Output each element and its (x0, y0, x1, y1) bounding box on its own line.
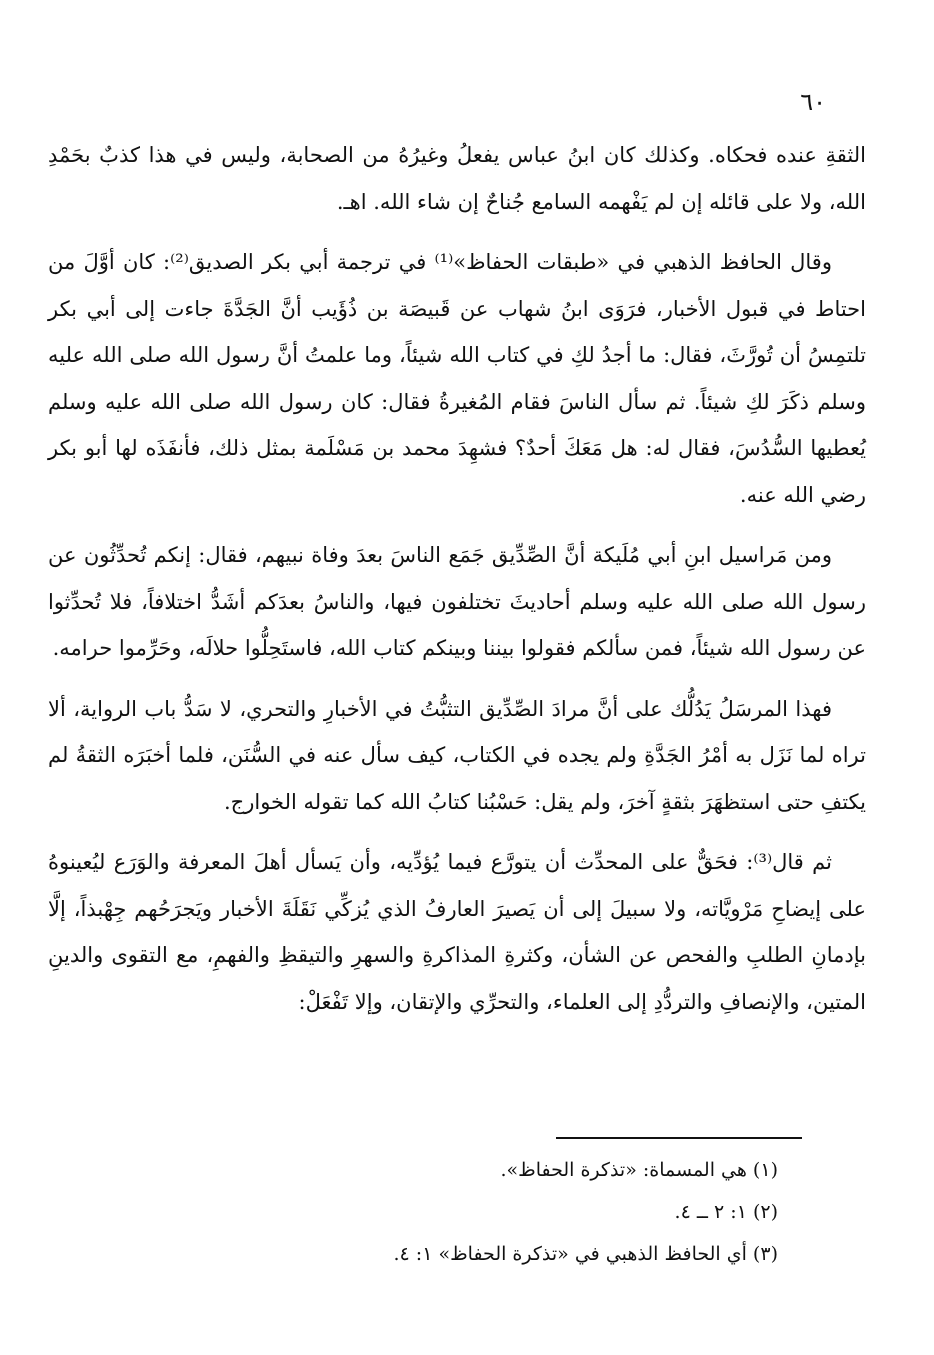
paragraph: وقال الحافظ الذهبي في «طبقات الحفاظ»⁽¹⁾ في ترجمة أبي بكر الصديق⁽²⁾: كان أوَّلَ من احتاط في قبول الأخبار، فرَوَى ابنُ شهاب عن قَبيصَة بن ذُؤَيب أنَّ الجَدَّةَ جاءت إلى أبي بكر تلتمِسُ أن تُورَّثَ، فقال: ما أجدُ لكِ في كتاب الله شيئاً، وما علمتُ أنَّ رسول الله صلى الله عليه وسلم ذكَرَ لكِ شيئاً. ثم سأل الناسَ فقام المُغيرةُ فقال: كان رسول الله صلى الله عليه وسلم يُعطيها السُّدُسَ، فقال له: هل مَعَكَ أحدٌ؟ فشهِدَ محمد بن مَسْلَمة بمثل ذلك، فأنفَذَه لها أبو بكر رضي الله عنه. (48, 250, 866, 507)
page-number: ٦٠ (800, 88, 826, 116)
paragraph: ومن مَراسيل ابنِ أبي مُلَيكة أنَّ الصِّدِّيق جَمَع الناسَ بعدَ وفاة نبيهم، فقال: إنكم تُحدِّثُون عن رسول الله صلى الله عليه وسلم أحاديثَ تختلفون فيها، والناسُ بعدَكم أشَدُّ اختلافاً، فلا تُحدِّثوا عن رسول الله شيئاً، فمن سألكم فقولوا بيننا وبينكم كتاب الله، فاستَحِلُّوا حلالَه، وحَرِّموا حرامه. (48, 543, 866, 660)
paragraph: ثم قال⁽³⁾: فحَقٌّ على المحدِّث أن يتورَّع فيما يُؤدِّيه، وأن يَسأل أهلَ المعرفة والوَرَع ليُعينوهُ على إيضاحِ مَرْويَّاته، ولا سبيلَ إلى أن يَصيرَ العارفُ الذي يُزكِّي نَقَلَةَ الأخبار ويَجرَحُهم جِهْبذاً، إلَّا بإدمانِ الطلبِ والفحص عن الشأن، وكثرةِ المذاكرةِ والسهرِ والتيقظِ والفهمِ، مع التقوى والدينِ المتين، والإنصافِ والتردُّدِ إلى العلماء، والتحرِّي والإتقان، وإلا تَفْعَلْ: (48, 850, 866, 1014)
paragraph: الثقةِ عنده فحكاه. وكذلك كان ابنُ عباس يفعلُ وغيرُهُ من الصحابة، وليس في هذا كذبٌ بحَمْدِ الله، ولا على قائله إن لم يَفْهمه السامع جُناحٌ إن شاء الله. اهـ. (48, 143, 866, 214)
footnote-divider (556, 1137, 802, 1139)
main-text (48, 132, 866, 1039)
footnote-item: (١) هي المسماة: «تذكرة الحفاظ». (500, 1159, 778, 1181)
paragraph: فهذا المرسَلُ يَدُلُّك على أنَّ مرادَ الصِّدِّيق التثبُّتُ في الأخبارِ والتحري، لا سَدُّ باب الرواية، ألا تراه لما نَزَل به أمْرُ الجَدَّةِ ولم يجده في الكتاب، كيف سأل عنه في السُّنَن، فلما أخبَرَه الثقةُ لم يكتفِ حتى استظهَرَ بثقةٍ آخرَ، ولم يقل: حَسْبُنا كتابُ الله كما تقوله الخوارج. (48, 696, 866, 814)
footnote-item: (٢) ١: ٢ ــ ٤. (674, 1201, 778, 1223)
footnotes (258, 1149, 778, 1275)
footnote-item: (٣) أي الحافظ الذهبي في «تذكرة الحفاظ» ١: ٤. (393, 1243, 778, 1265)
